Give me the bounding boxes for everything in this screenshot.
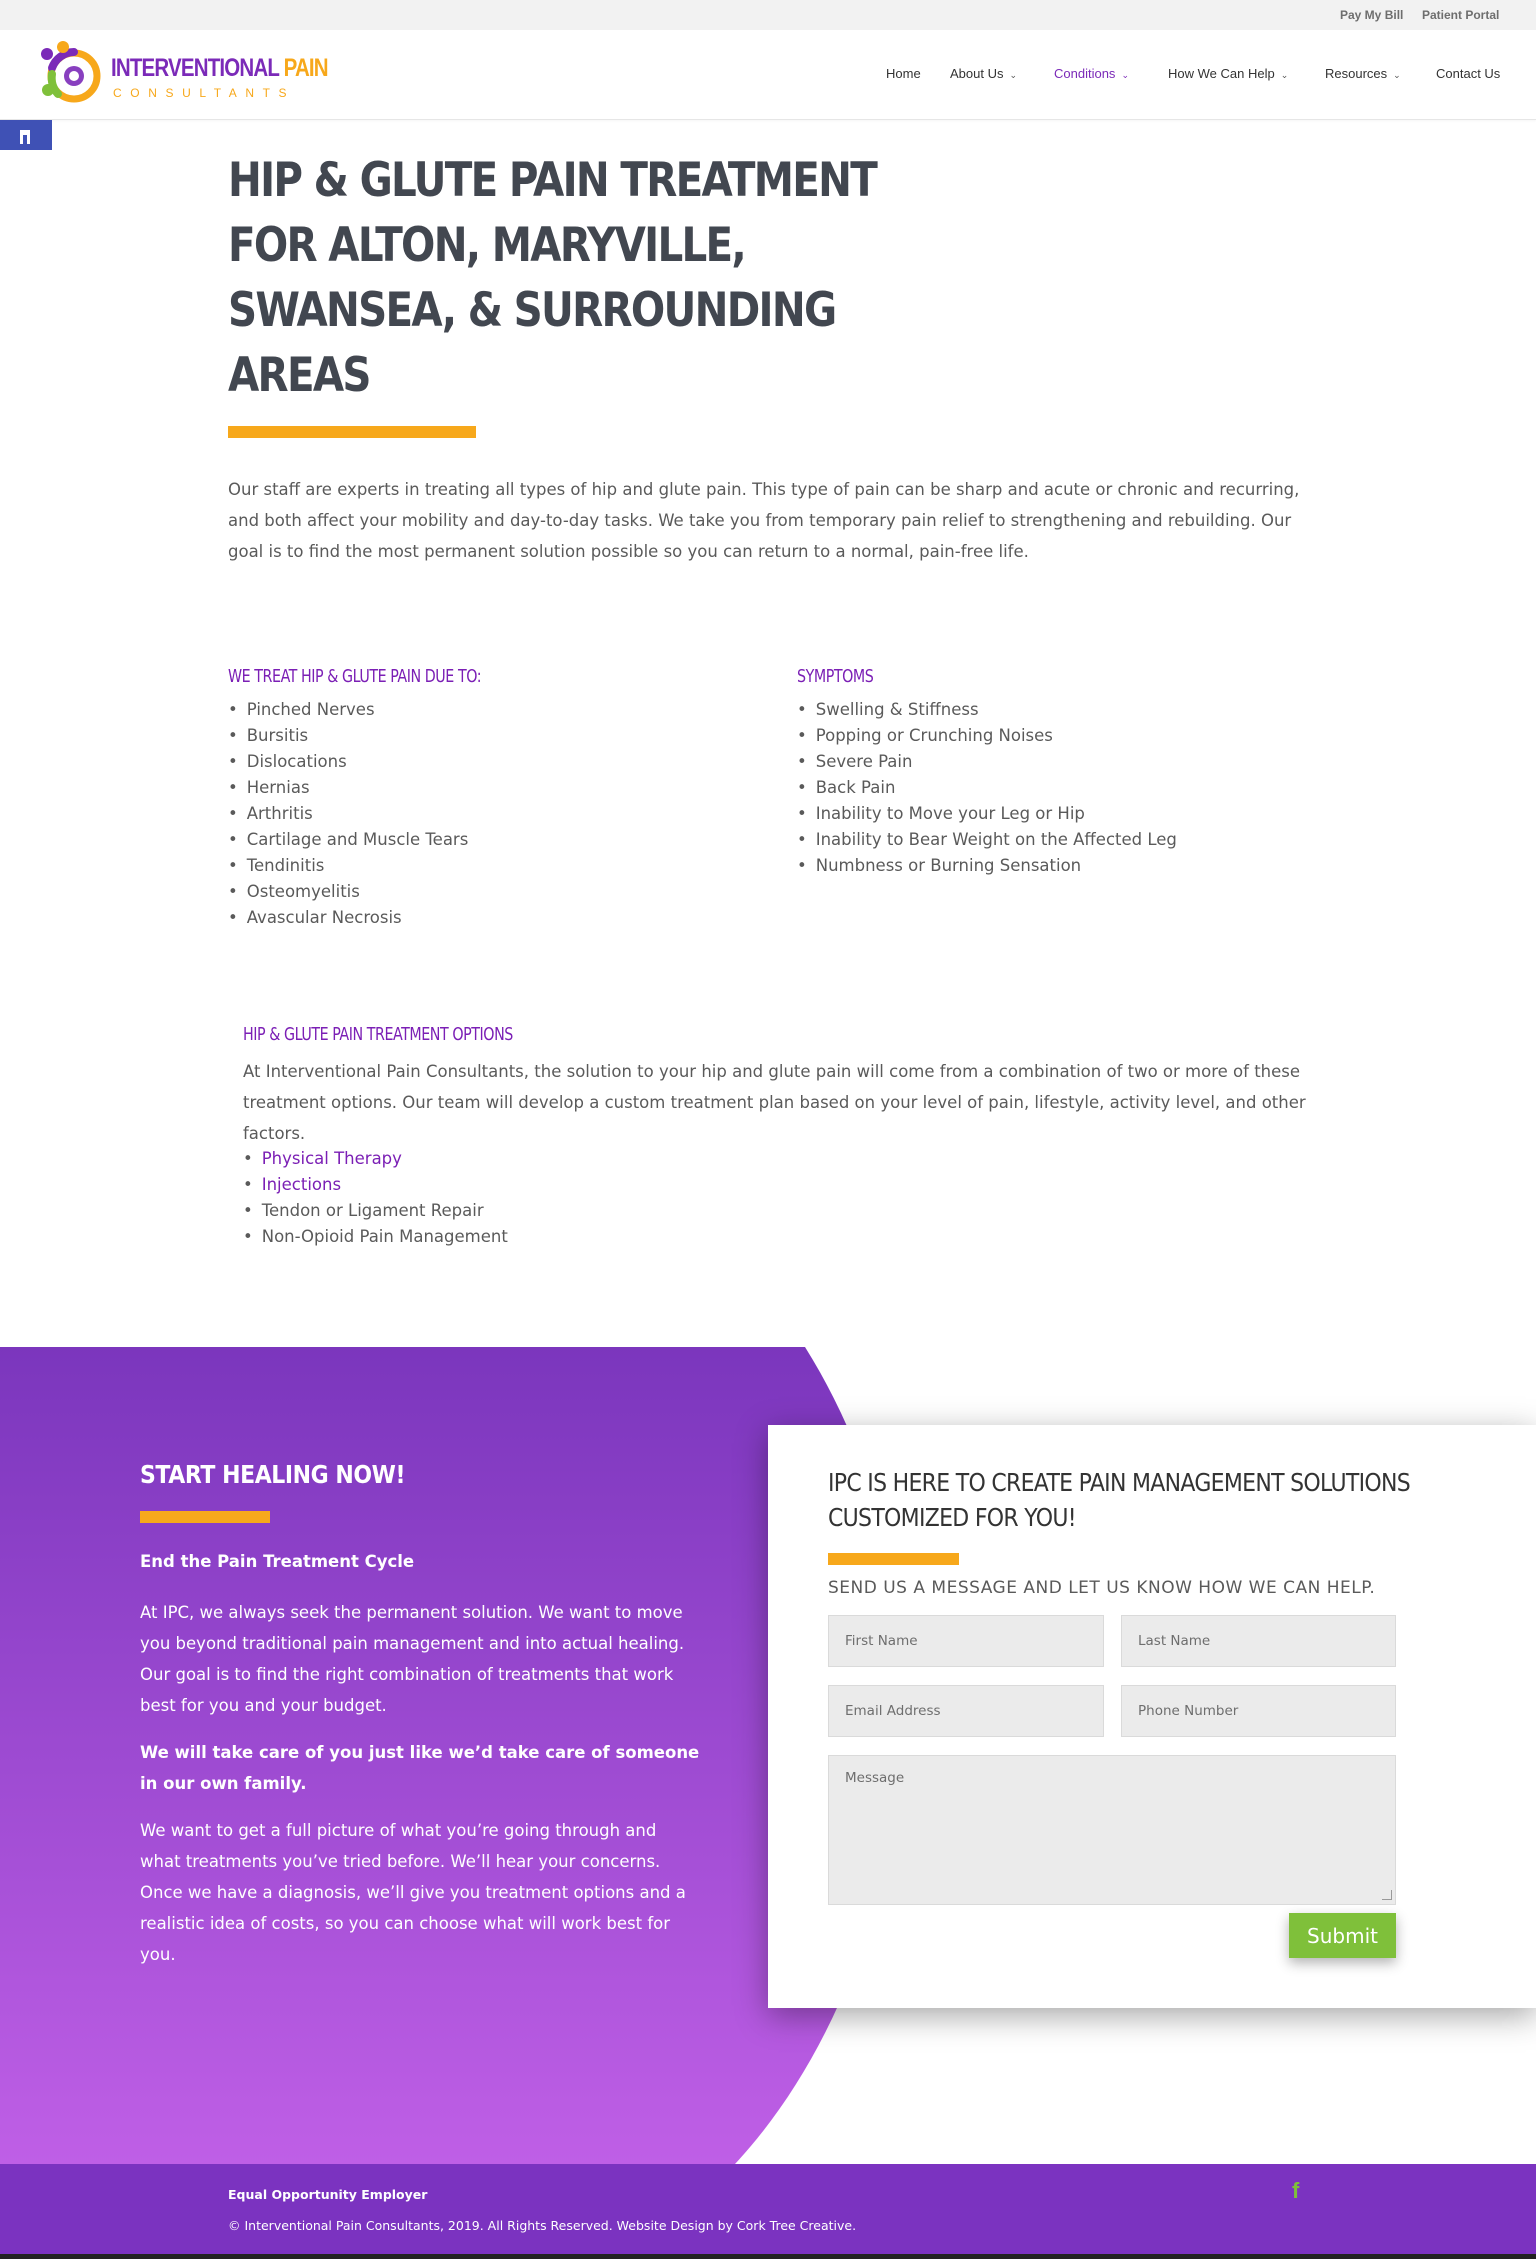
pay-my-bill-link[interactable]: Pay My Bill xyxy=(1340,8,1404,22)
healing-paragraph-1: At IPC, we always seek the permanent solution. We want to move you beyond traditional pain management and into actual healing. Our goal is to find the right combination of treatments that work best for you and your budget. xyxy=(140,1603,685,1715)
nav-about-us[interactable]: About Us ⌄ xyxy=(950,66,1018,81)
chevron-down-icon: ⌄ xyxy=(1009,70,1018,80)
nav-resources[interactable]: Resources ⌄ xyxy=(1325,66,1401,81)
page-title: HIP & GLUTE PAIN TREATMENT FOR ALTON, MARYVILLE, SWANSEA, & SURROUNDING AREAS xyxy=(228,153,877,403)
list-item: • Dislocations xyxy=(228,749,468,775)
accessibility-tab[interactable] xyxy=(0,120,52,150)
list-item: • Inability to Move your Leg or Hip xyxy=(797,801,1177,827)
footer-eoe: Equal Opportunity Employer xyxy=(228,2187,428,2202)
submit-button[interactable]: Submit xyxy=(1289,1913,1396,1958)
healing-title: START HEALING NOW! xyxy=(140,1460,406,1489)
options-list xyxy=(243,1146,508,1250)
list-item: • Pinched Nerves xyxy=(228,697,468,723)
chevron-down-icon: ⌄ xyxy=(1393,70,1401,80)
last-name-input[interactable] xyxy=(1121,1615,1396,1667)
logo-tagline: CONSULTANTS xyxy=(113,86,296,100)
healing-subtitle: End the Pain Treatment Cycle xyxy=(140,1552,415,1571)
list-item: • Tendon or Ligament Repair xyxy=(243,1198,508,1224)
list-item: • Numbness or Burning Sensation xyxy=(797,853,1177,879)
list-item: • Bursitis xyxy=(228,723,468,749)
list-item: • Osteomyelitis xyxy=(228,879,468,905)
list-item: • Back Pain xyxy=(797,775,1177,801)
form-subtitle: SEND US A MESSAGE AND LET US KNOW HOW WE CAN HELP. xyxy=(828,1578,1376,1598)
title-accent-bar xyxy=(228,426,476,438)
list-item: • Hernias xyxy=(228,775,468,801)
nav-contact-us[interactable]: Contact Us xyxy=(1436,66,1501,81)
list-item: • Popping or Crunching Noises xyxy=(797,723,1177,749)
injections-link[interactable]: • Injections xyxy=(243,1172,508,1198)
site-footer xyxy=(0,2164,1536,2259)
list-item: • Inability to Bear Weight on the Affected Leg xyxy=(797,827,1177,853)
list-item: • Severe Pain xyxy=(797,749,1177,775)
intro-paragraph: Our staff are experts in treating all types of hip and glute pain. This type of pain can be sharp and acute or chronic and recurring, and both affect your mobility and day-to-day tasks. We take you from temporary pain relief to strengthening and rebuilding. Our goal is to find the most permanent solution possible so you can return to a normal, pain-free life. xyxy=(228,480,1300,561)
logo-figures-icon xyxy=(38,38,110,110)
footer-copyright: © Interventional Pain Consultants, 2019. All Rights Reserved. Website Design by Cork Tree Creative. xyxy=(228,2218,857,2233)
healing-accent-bar xyxy=(140,1511,270,1523)
textarea-resize-handle[interactable] xyxy=(1382,1890,1392,1900)
patient-portal-link[interactable]: Patient Portal xyxy=(1422,8,1500,22)
physical-therapy-link[interactable]: • Physical Therapy xyxy=(243,1146,508,1172)
healing-paragraph-2: We will take care of you just like we’d take care of someone in our own family. xyxy=(140,1743,700,1793)
list-item: • Avascular Necrosis xyxy=(228,905,468,931)
facebook-icon[interactable]: f xyxy=(1292,2178,1300,2203)
healing-paragraph-3: We want to get a full picture of what you’re going through and what treatments you’ve tried before. We’ll hear your concerns. Once we have a diagnosis, we’ll give you treatment options and a realistic idea of costs, so you can choose what will work best for you. xyxy=(140,1821,686,1964)
options-heading: HIP & GLUTE PAIN TREATMENT OPTIONS xyxy=(243,1024,513,1045)
nav-home[interactable]: Home xyxy=(886,66,921,81)
first-name-input[interactable] xyxy=(828,1615,1104,1667)
top-bar xyxy=(0,0,1536,30)
nav-conditions[interactable]: Conditions ⌄ xyxy=(1054,66,1129,81)
list-item: • Swelling & Stiffness xyxy=(797,697,1177,723)
accessibility-icon xyxy=(0,120,52,150)
list-item: • Cartilage and Muscle Tears xyxy=(228,827,468,853)
logo-wordmark: INTERVENTIONAL PAIN xyxy=(111,54,328,82)
bottom-edge xyxy=(0,2254,1536,2259)
form-accent-bar xyxy=(828,1553,959,1565)
site-header xyxy=(0,30,1536,120)
phone-input[interactable] xyxy=(1121,1685,1396,1737)
site-logo[interactable] xyxy=(38,38,328,114)
chevron-down-icon: ⌄ xyxy=(1280,70,1289,80)
symptoms-heading: SYMPTOMS xyxy=(797,666,874,687)
causes-list xyxy=(228,697,468,931)
email-input[interactable] xyxy=(828,1685,1104,1737)
list-item: • Non-Opioid Pain Management xyxy=(243,1224,508,1250)
message-textarea[interactable] xyxy=(828,1755,1396,1905)
list-item: • Arthritis xyxy=(228,801,468,827)
nav-how-we-can-help[interactable]: How We Can Help ⌄ xyxy=(1168,66,1289,81)
symptoms-list xyxy=(797,697,1177,879)
list-item: • Tendinitis xyxy=(228,853,468,879)
chevron-down-icon: ⌄ xyxy=(1121,70,1129,80)
causes-heading: WE TREAT HIP & GLUTE PAIN DUE TO: xyxy=(228,666,482,687)
form-title: IPC IS HERE TO CREATE PAIN MANAGEMENT SOLUTIONS CUSTOMIZED FOR YOU! xyxy=(828,1468,1410,1532)
options-paragraph: At Interventional Pain Consultants, the solution to your hip and glute pain will come from a combination of two or more of these treatment options. Our team will develop a custom treatment plan based on your level of pain, lifestyle, activity level, and other factors. xyxy=(243,1062,1306,1143)
